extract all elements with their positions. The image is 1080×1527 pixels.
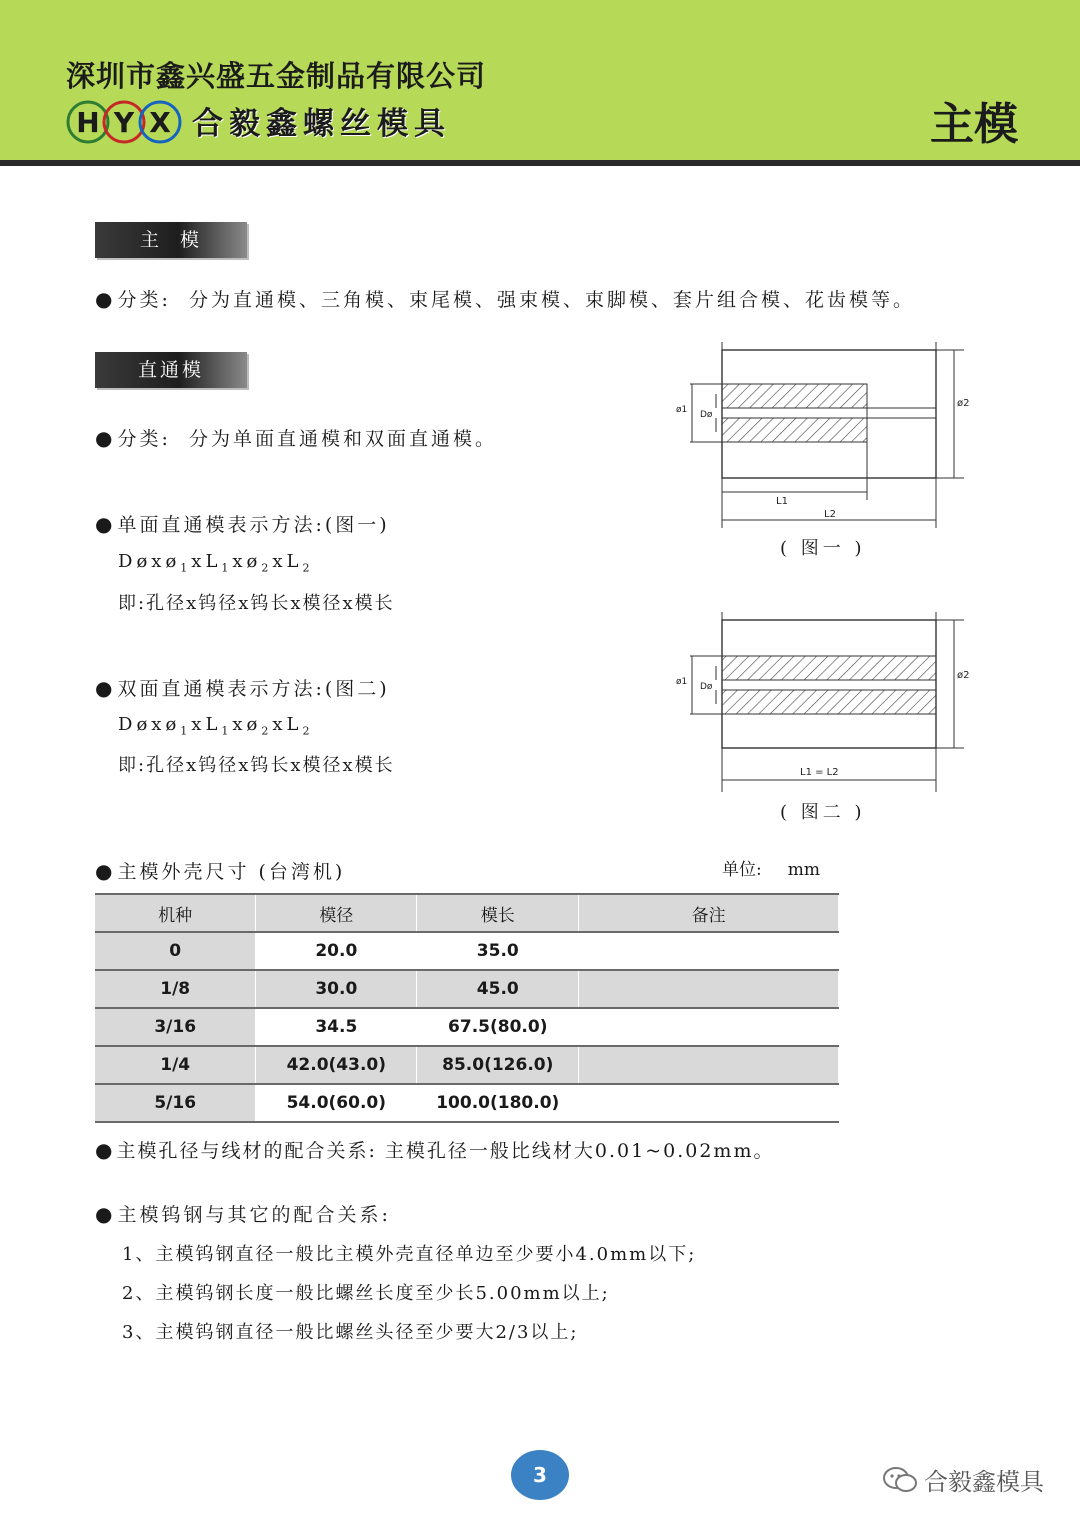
bullet-icon: ●	[95, 676, 116, 700]
company-name: 深圳市鑫兴盛五金制品有限公司	[66, 59, 487, 93]
cell-die-length: 35.0	[417, 932, 579, 970]
main-classification	[95, 285, 915, 312]
fig2-phi2-label: ø2	[957, 670, 970, 681]
cell-remarks	[579, 1008, 839, 1046]
cell-die-diameter: 42.0(43.0)	[256, 1046, 417, 1084]
brand-name: 合毅鑫螺丝模具	[192, 106, 451, 142]
fig1-l1-label: L1	[776, 496, 788, 507]
table-row	[95, 932, 839, 970]
cell-die-length: 100.0(180.0)	[417, 1084, 579, 1122]
cell-die-diameter: 30.0	[256, 970, 417, 1008]
fig1-d0-label: Dø	[700, 410, 713, 420]
fit-item: 2、主模钨钢长度一般比螺丝长度至少长5.00mm以上;	[122, 1283, 610, 1304]
bullet-icon: ●	[95, 859, 116, 883]
unit-value: mm	[787, 860, 820, 880]
cell-remarks	[579, 1046, 839, 1084]
logo-letter-x: X	[149, 106, 171, 139]
cell-machine: 5/16	[95, 1084, 256, 1122]
wechat-icon	[882, 1466, 918, 1500]
figure-2-caption: ( 图二 )	[780, 802, 866, 823]
die-shell-size-table	[95, 893, 839, 1123]
single-title	[95, 510, 390, 537]
hyx-logo-icon	[66, 96, 186, 148]
header-machine: 机种	[95, 894, 256, 932]
cell-die-length: 45.0	[417, 970, 579, 1008]
hyx-logo	[66, 96, 186, 148]
table-title-text: 主模外壳尺寸 (台湾机)	[117, 861, 346, 883]
logo-letter-y: Y	[113, 106, 135, 139]
double-title-text: 双面直通模表示方法:(图二)	[117, 678, 390, 700]
fit-item: 1、主模钨钢直径一般比主模外壳直径单边至少要小4.0mm以下;	[122, 1244, 697, 1265]
page-heading: 主模	[930, 99, 1018, 150]
cell-machine: 1/8	[95, 970, 256, 1008]
table-row	[95, 1008, 839, 1046]
header-band	[0, 0, 1080, 166]
unit-label-text: 单位:	[722, 860, 762, 880]
straight-classification	[95, 424, 497, 451]
figure-1-caption: ( 图一 )	[780, 538, 866, 559]
cell-remarks	[579, 1084, 839, 1122]
fig1-l2-label: L2	[824, 509, 836, 520]
fig2-phi1-label: ø1	[676, 677, 688, 687]
table-title	[95, 857, 345, 884]
fit-wire-note	[95, 1136, 774, 1163]
bullet-icon: ●	[95, 1138, 115, 1162]
fig2-d0-label: Dø	[700, 682, 713, 692]
bullet-icon: ●	[95, 426, 116, 450]
single-formula: $Døxø_1xL_1xø_2xL_2$	[118, 551, 314, 575]
figure-1-single-die	[668, 342, 978, 532]
cell-machine: 1/4	[95, 1046, 256, 1084]
straight-classification-label: 分类:	[117, 428, 171, 450]
logo-letter-h: H	[76, 106, 100, 139]
fit-item: 3、主模钨钢直径一般比螺丝头径至少要大2/3以上;	[122, 1322, 579, 1343]
double-title	[95, 674, 390, 701]
cell-die-length: 67.5(80.0)	[417, 1008, 579, 1046]
bullet-icon: ●	[95, 512, 116, 536]
table-row	[95, 1084, 839, 1122]
section-tag-main: 主 模	[95, 222, 247, 258]
double-meaning: 即:孔径x钨径x钨长x模径x模长	[118, 755, 395, 776]
bullet-icon: ●	[95, 287, 116, 311]
bullet-icon: ●	[95, 1202, 116, 1226]
fig1-phi2-label: ø2	[957, 398, 970, 409]
section-tag-straight: 直通模	[95, 352, 247, 388]
table-row	[95, 970, 839, 1008]
cell-machine: 3/16	[95, 1008, 256, 1046]
double-formula: $Døxø_1xL_1xø_2xL_2$	[118, 714, 314, 738]
cell-die-diameter: 54.0(60.0)	[256, 1084, 417, 1122]
table-header-row	[95, 894, 839, 932]
single-meaning: 即:孔径x钨径x钨长x模径x模长	[118, 593, 395, 614]
cell-die-length: 85.0(126.0)	[417, 1046, 579, 1084]
table-row	[95, 1046, 839, 1084]
fit-other-title	[95, 1200, 391, 1227]
figure-2-double-die	[668, 612, 978, 797]
page-number-badge: 3	[511, 1450, 569, 1500]
main-classification-label: 分类:	[117, 289, 171, 311]
main-classification-text: 分为直通模、三角模、束尾模、强束模、束脚模、套片组合模、花齿模等。	[188, 289, 915, 311]
header-die-diameter: 模径	[256, 894, 417, 932]
unit-label	[722, 855, 820, 880]
cell-remarks	[579, 970, 839, 1008]
straight-classification-text: 分为单面直通模和双面直通模。	[188, 428, 497, 450]
wechat-watermark	[882, 1462, 1044, 1500]
header-remarks: 备注	[579, 894, 839, 932]
fit-other-title-text: 主模钨钢与其它的配合关系:	[117, 1204, 391, 1226]
fig2-l-label: L1 = L2	[800, 767, 839, 778]
cell-remarks	[579, 932, 839, 970]
single-title-text: 单面直通模表示方法:(图一)	[117, 514, 390, 536]
cell-die-diameter: 34.5	[256, 1008, 417, 1046]
header-die-length: 模长	[417, 894, 579, 932]
watermark-text: 合毅鑫模具	[924, 1468, 1044, 1496]
fit-wire-text: 主模孔径与线材的配合关系: 主模孔径一般比线材大0.01~0.02mm。	[116, 1140, 775, 1162]
cell-die-diameter: 20.0	[256, 932, 417, 970]
cell-machine: 0	[95, 932, 256, 970]
fig1-phi1-label: ø1	[676, 405, 688, 415]
